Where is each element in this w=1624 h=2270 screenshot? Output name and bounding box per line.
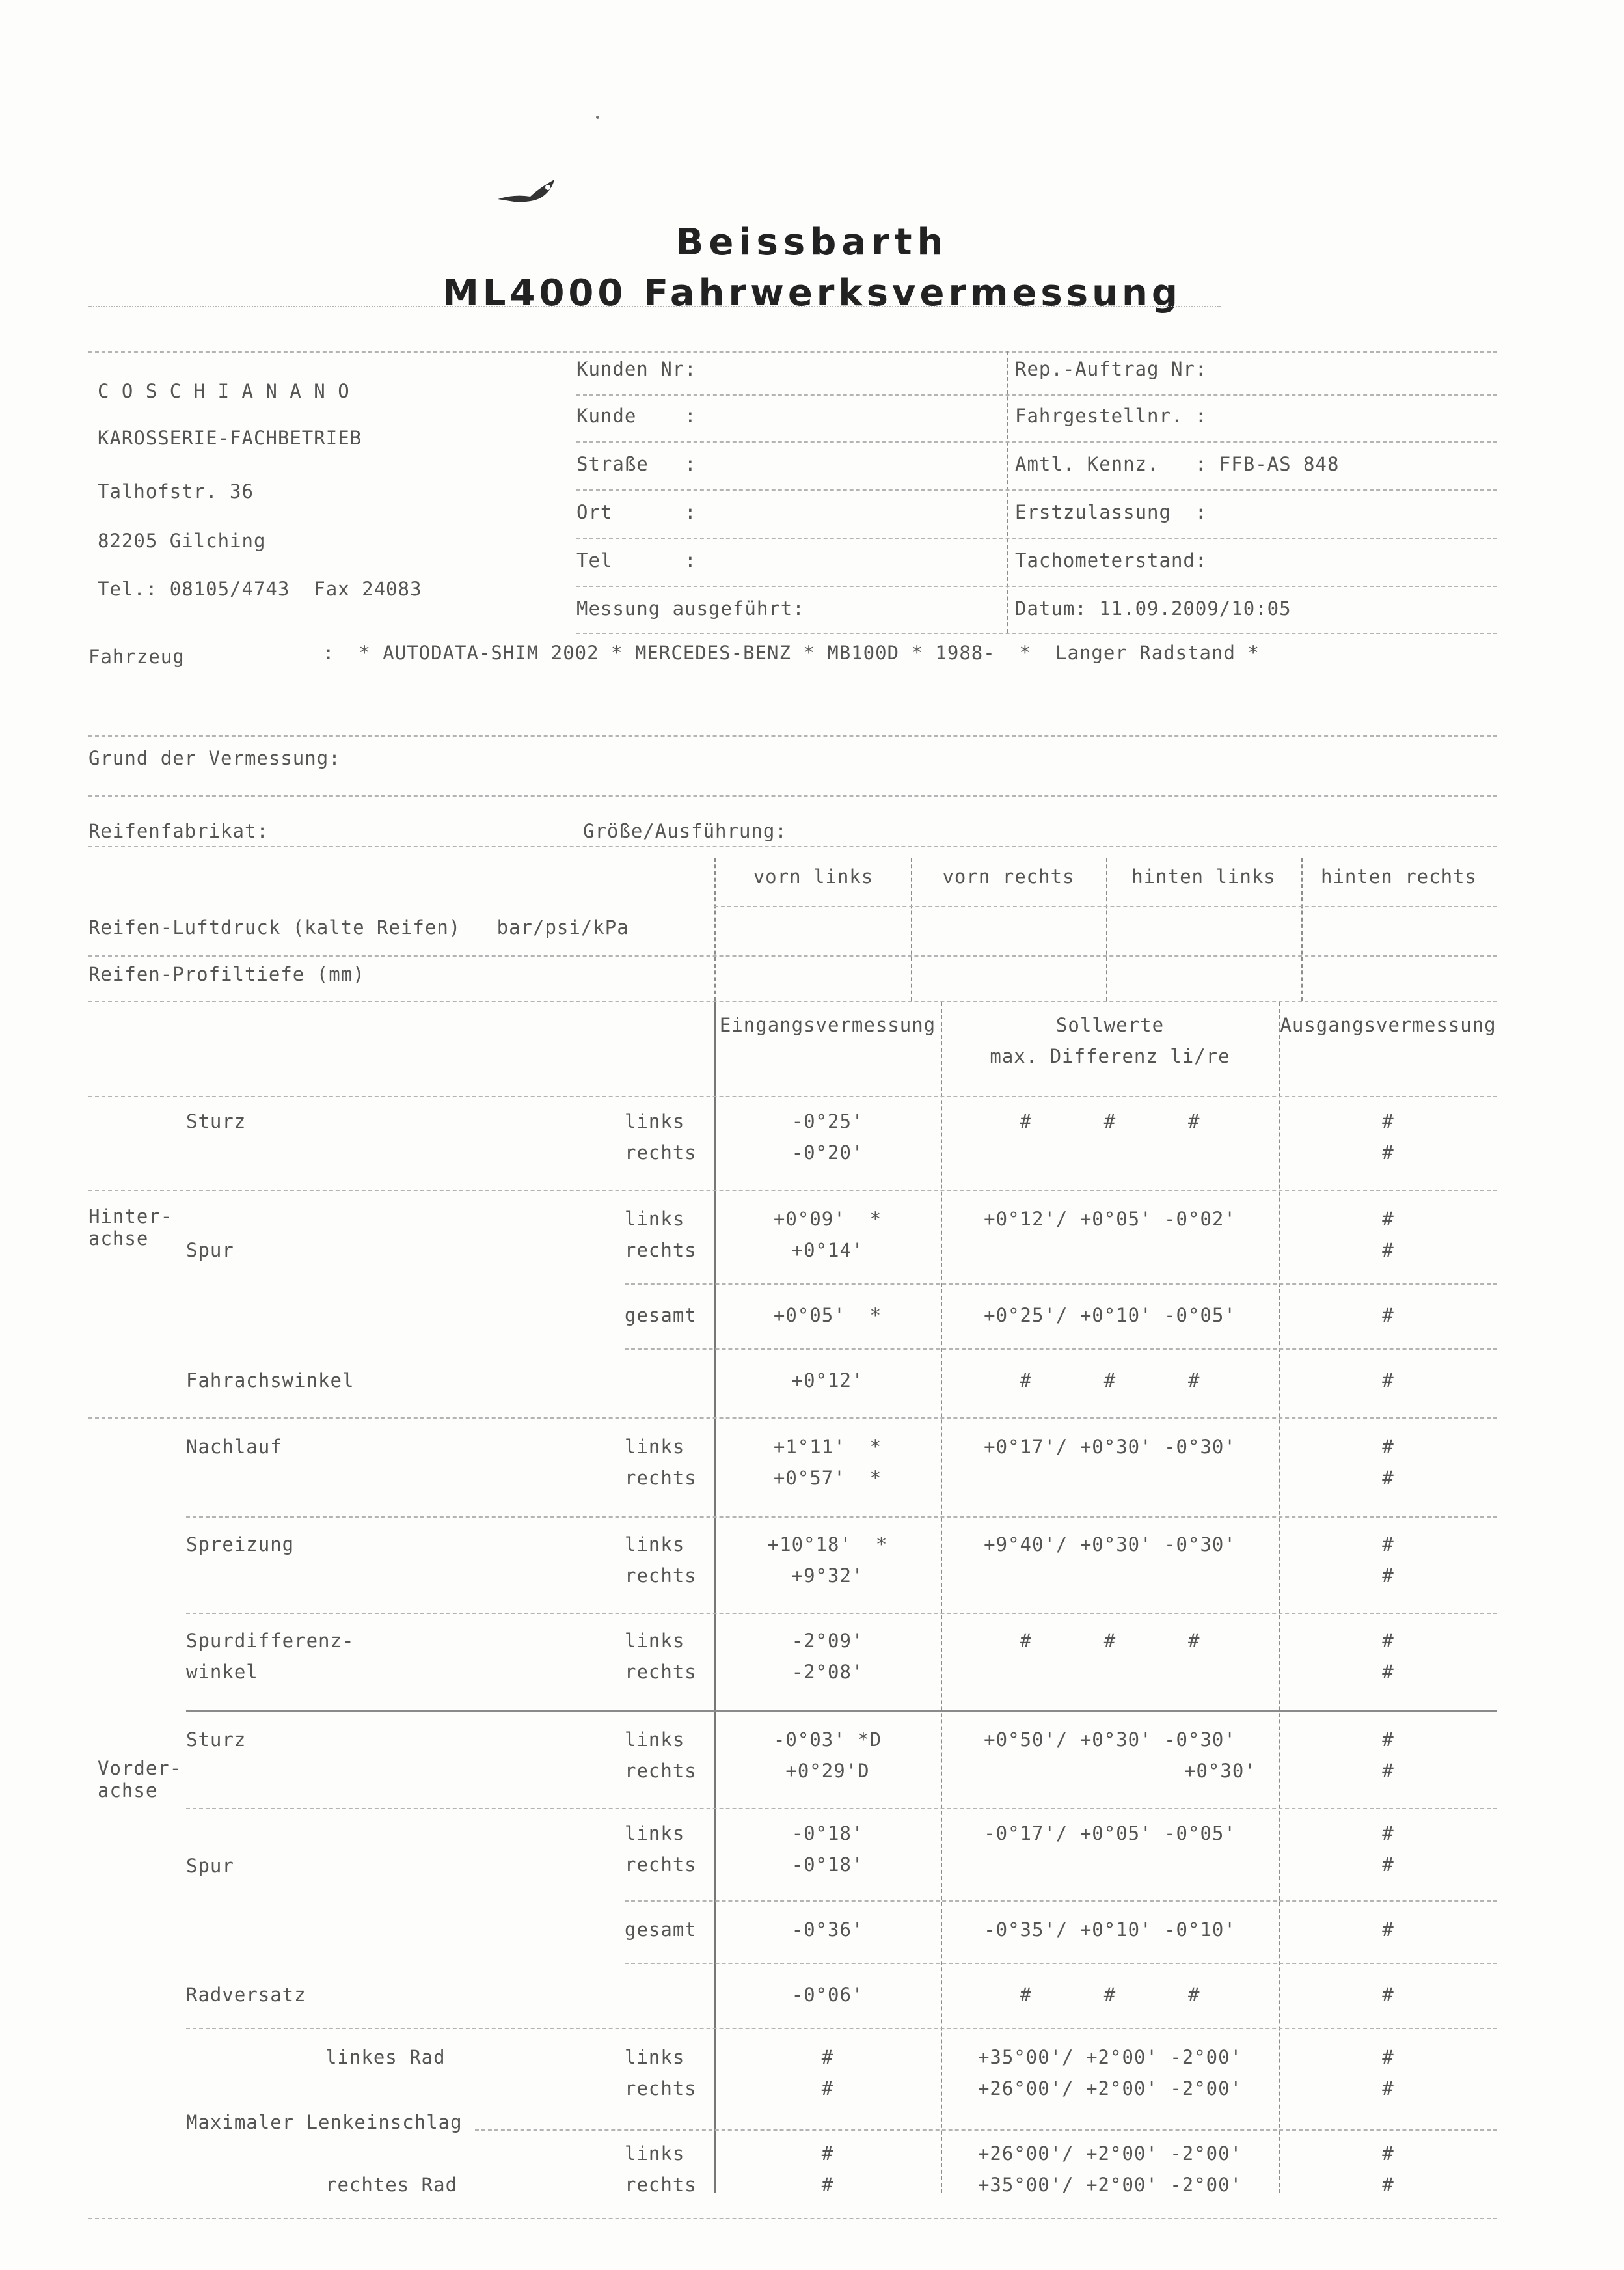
col-max-differenz: max. Differenz li/re	[990, 1045, 1230, 1067]
rule-lenk	[475, 2129, 1497, 2131]
v-sturz-rechts: rechts	[625, 1760, 697, 1782]
stray-mark	[596, 116, 599, 119]
lenk-l-in-l: #	[821, 2046, 834, 2068]
rule-radversatz	[186, 2028, 1497, 2029]
spurdiff-in-l: -2°09'	[791, 1630, 864, 1652]
kunde: Kunde :	[576, 405, 697, 427]
v-sturz-aus-l: #	[1382, 1729, 1394, 1751]
rule-h-sturz	[88, 1190, 1497, 1191]
h-spur-rechts: rechts	[625, 1239, 697, 1261]
rule-axle-split	[186, 1710, 1497, 1712]
v-spur-in-r: -0°18'	[791, 1853, 864, 1876]
fahrachswinkel-label: Fahrachswinkel	[186, 1369, 355, 1391]
grund-der-vermessung: Grund der Vermessung:	[88, 747, 341, 769]
spreizung-links: links	[625, 1533, 685, 1555]
spurdiff-label-2: winkel	[186, 1661, 258, 1683]
rule-2	[576, 441, 1497, 443]
strasse: Straße :	[576, 453, 697, 475]
reifen-luftdruck: Reifen-Luftdruck (kalte Reifen) bar/psi/kPa	[88, 916, 629, 938]
h-sturz-rechts: rechts	[625, 1142, 697, 1164]
tachometerstand: Tachometerstand:	[1015, 549, 1208, 571]
rule-grund-bottom	[88, 795, 1497, 797]
h-gesamt-aus: #	[1382, 1304, 1394, 1326]
h-gesamt-soll: +0°25'/ +0°10' -0°05'	[984, 1304, 1236, 1326]
spreizung-rechts: rechts	[625, 1565, 697, 1587]
workshop-type: KAROSSERIE-FACHBETRIEB	[98, 427, 362, 449]
lenk-l-in-r: #	[821, 2077, 834, 2099]
nachlauf-soll: +0°17'/ +0°30' -0°30'	[984, 1436, 1236, 1458]
h-spur-aus-l: #	[1382, 1208, 1394, 1230]
lenk-l-soll-l: +35°00'/ +2°00' -2°00'	[977, 2046, 1243, 2068]
rule-3	[576, 489, 1497, 491]
rule-grund-top	[88, 735, 1497, 737]
spreizung-label: Spreizung	[186, 1533, 295, 1555]
spreizung-soll: +9°40'/ +0°30' -0°30'	[984, 1533, 1236, 1555]
lenk-l-rechts: rechts	[625, 2077, 697, 2099]
lenk-rechtes-rad: rechtes Rad	[325, 2174, 458, 2196]
nachlauf-rechts: rechts	[625, 1467, 697, 1489]
radversatz-label: Radversatz	[186, 1984, 306, 2006]
datum: Datum: 11.09.2009/10:05	[1015, 597, 1292, 620]
v-gesamt-label: gesamt	[625, 1919, 697, 1941]
rule-h-spur	[625, 1283, 1497, 1285]
spreizung-aus-r: #	[1382, 1565, 1394, 1587]
nachlauf-label: Nachlauf	[186, 1436, 282, 1458]
groesse-ausfuehrung: Größe/Ausführung:	[583, 820, 787, 842]
tire-hinten-rechts: hinten rechts	[1321, 866, 1477, 888]
tel: Tel :	[576, 549, 697, 571]
header-top-rule	[88, 351, 1497, 353]
h-spur-aus-r: #	[1382, 1239, 1394, 1261]
axis-hinterachse: Hinter- achse	[88, 1205, 173, 1250]
spurdiff-in-r: -2°08'	[791, 1661, 864, 1683]
rule-4	[576, 538, 1497, 539]
col-line-ein	[714, 1002, 716, 2193]
lenk-l-links: links	[625, 2046, 685, 2068]
spurdiff-links: links	[625, 1630, 685, 1652]
title-underline	[88, 306, 1221, 307]
fahrgestellnr: Fahrgestellnr. :	[1015, 405, 1208, 427]
lenk-r-in-r: #	[821, 2174, 834, 2196]
v-spur-aus-r: #	[1382, 1853, 1394, 1876]
rule-v-sturz	[186, 1808, 1497, 1809]
spurdiff-label-1: Spurdifferenz-	[186, 1630, 355, 1652]
vehicle-value: : * AUTODATA-SHIM 2002 * MERCEDES-BENZ * MB100D * 1988- * Langer Radstand *	[323, 642, 1260, 664]
lenk-l-soll-r: +26°00'/ +2°00' -2°00'	[977, 2077, 1243, 2099]
rule-nachlauf	[186, 1516, 1497, 1518]
radversatz-soll: # # #	[1020, 1984, 1200, 2006]
lenk-l-aus-r: #	[1382, 2077, 1394, 2099]
col-eingangsvermessung: Eingangsvermessung	[719, 1014, 936, 1036]
workshop-city: 82205 Gilching	[98, 530, 266, 552]
vehicle-label: Fahrzeug	[88, 646, 185, 668]
workshop-phone: Tel.: 08105/4743 Fax 24083	[98, 578, 422, 600]
h-spur-soll: +0°12'/ +0°05' -0°02'	[984, 1208, 1236, 1230]
tire-vorn-rechts: vorn rechts	[942, 866, 1075, 888]
col-line-soll	[941, 1002, 942, 2193]
nachlauf-aus-l: #	[1382, 1436, 1394, 1458]
v-sturz-soll: +0°50'/ +0°30' -0°30'	[984, 1729, 1236, 1751]
rule-table-head	[88, 1096, 1497, 1097]
v-gesamt-aus: #	[1382, 1919, 1394, 1941]
v-gesamt-in: -0°36'	[791, 1919, 864, 1941]
spreizung-in-l: +10°18' *	[767, 1533, 888, 1555]
lenk-linkes-rad: linkes Rad	[325, 2046, 446, 2068]
h-sturz-links: links	[625, 1110, 685, 1132]
lenk-r-soll-r: +35°00'/ +2°00' -2°00'	[977, 2174, 1243, 2196]
rule-v-gesamt	[625, 1963, 1497, 1964]
h-sturz-label: Sturz	[186, 1110, 247, 1132]
lenk-r-rechts: rechts	[625, 2174, 697, 2196]
spurdiff-soll: # # #	[1020, 1630, 1200, 1652]
lenk-r-aus-l: #	[1382, 2142, 1394, 2165]
lenk-r-soll-l: +26°00'/ +2°00' -2°00'	[977, 2142, 1243, 2165]
nachlauf-links: links	[625, 1436, 685, 1458]
v-spur-aus-l: #	[1382, 1822, 1394, 1844]
col-line-aus	[1279, 1002, 1280, 2193]
v-sturz-links: links	[625, 1729, 685, 1751]
logo-mark-icon	[494, 174, 566, 207]
ort: Ort :	[576, 501, 697, 523]
spurdiff-rechts: rechts	[625, 1661, 697, 1683]
nachlauf-in-l: +1°11' *	[773, 1436, 882, 1458]
workshop-name: C O S C H I A N A N O	[98, 380, 350, 402]
lenk-r-in-l: #	[821, 2142, 834, 2165]
h-spur-links: links	[625, 1208, 685, 1230]
h-spur-in-l: +0°09' *	[773, 1208, 882, 1230]
v-sturz-in-r: +0°29'D	[785, 1760, 870, 1782]
v-spur-label: Spur	[186, 1855, 234, 1877]
fahrachswinkel-aus: #	[1382, 1369, 1394, 1391]
v-spur-soll: -0°17'/ +0°05' -0°05'	[984, 1822, 1236, 1844]
rule-h-gesamt	[625, 1348, 1497, 1350]
h-sturz-soll: # # #	[1020, 1110, 1200, 1132]
reifenfabrikat: Reifenfabrikat:	[88, 820, 269, 842]
rule-profil	[88, 1001, 1497, 1002]
rule-reifen	[88, 846, 1497, 847]
v-sturz-soll-2: +0°30'	[1184, 1760, 1256, 1782]
fahrachswinkel-soll: # # #	[1020, 1369, 1200, 1391]
nachlauf-aus-r: #	[1382, 1467, 1394, 1489]
lenk-label: Maximaler Lenkeinschlag	[186, 2111, 463, 2133]
rule-1	[576, 394, 1497, 396]
lenk-r-links: links	[625, 2142, 685, 2165]
v-sturz-in-l: -0°03' *D	[773, 1729, 882, 1751]
fahrachswinkel-in: +0°12'	[791, 1369, 864, 1391]
h-sturz-in-l: -0°25'	[791, 1110, 864, 1132]
document-title: ML4000 Fahrwerksvermessung	[442, 272, 1182, 314]
erstzulassung: Erstzulassung :	[1015, 501, 1208, 523]
lenk-l-aus-l: #	[1382, 2046, 1394, 2068]
amtl-kennz: Amtl. Kennz. : FFB-AS 848	[1015, 453, 1340, 475]
rule-5	[576, 586, 1497, 587]
col-sollwerte: Sollwerte	[1055, 1014, 1165, 1036]
rule-tire-head	[714, 906, 1497, 907]
radversatz-in: -0°06'	[791, 1984, 864, 2006]
reifen-profiltiefe: Reifen-Profiltiefe (mm)	[88, 963, 365, 985]
col-ausgangsvermessung: Ausgangsvermessung	[1280, 1014, 1496, 1036]
h-gesamt-in: +0°05' *	[773, 1304, 882, 1326]
spurdiff-aus-l: #	[1382, 1630, 1394, 1652]
header-divider	[1007, 351, 1008, 633]
workshop-street: Talhofstr. 36	[98, 480, 254, 502]
lenk-r-aus-r: #	[1382, 2174, 1394, 2196]
v-sturz-label: Sturz	[186, 1729, 247, 1751]
h-sturz-aus-l: #	[1382, 1110, 1394, 1132]
brand-title: Beissbarth	[675, 221, 949, 264]
rule-luftdruck	[88, 955, 1497, 957]
h-spur-in-r: +0°14'	[791, 1239, 864, 1261]
tire-hinten-links: hinten links	[1131, 866, 1276, 888]
v-spur-rechts: rechts	[625, 1853, 697, 1876]
radversatz-aus: #	[1382, 1984, 1394, 2006]
nachlauf-in-r: +0°57' *	[773, 1467, 882, 1489]
v-sturz-aus-r: #	[1382, 1760, 1394, 1782]
kunden-nr: Kunden Nr:	[576, 358, 697, 380]
rule-spreizung	[186, 1613, 1497, 1614]
h-spur-label: Spur	[186, 1239, 234, 1261]
rule-bottom	[88, 2218, 1497, 2219]
rule-fahrachse	[88, 1417, 1497, 1419]
spreizung-aus-l: #	[1382, 1533, 1394, 1555]
rep-auftrag: Rep.-Auftrag Nr:	[1015, 358, 1208, 380]
v-spur-in-l: -0°18'	[791, 1822, 864, 1844]
v-spur-links: links	[625, 1822, 685, 1844]
rule-v-spur	[625, 1900, 1497, 1902]
axis-vorderachse: Vorder- achse	[98, 1757, 182, 1801]
tire-vorn-links: vorn links	[753, 866, 874, 888]
spreizung-in-r: +9°32'	[791, 1565, 864, 1587]
v-gesamt-soll: -0°35'/ +0°10' -0°10'	[984, 1919, 1236, 1941]
spurdiff-aus-r: #	[1382, 1661, 1394, 1683]
h-sturz-aus-r: #	[1382, 1142, 1394, 1164]
messung-ausgefuehrt: Messung ausgeführt:	[576, 597, 805, 620]
h-gesamt-label: gesamt	[625, 1304, 697, 1326]
rule-6	[576, 633, 1497, 634]
h-sturz-in-r: -0°20'	[791, 1142, 864, 1164]
